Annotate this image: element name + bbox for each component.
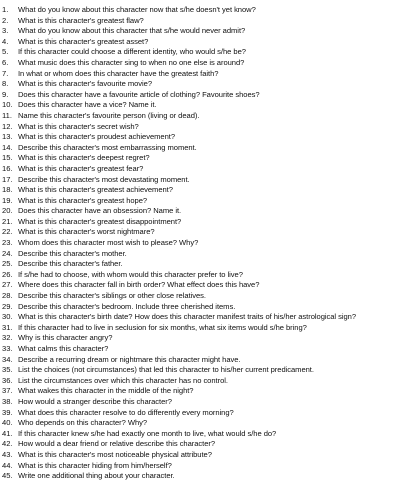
question-item <box>2 217 411 228</box>
question-number: 25. <box>2 259 13 269</box>
question-text: Why is this character angry? <box>18 333 113 343</box>
question-text: Name this character's favourite person (living or dead). <box>18 110 200 120</box>
question-text: What is this character's proudest achievement? <box>18 132 176 142</box>
question-text: How would a stranger describe this character? <box>18 396 172 406</box>
question-number: 32. <box>2 333 13 343</box>
question-number: 21. <box>2 216 13 226</box>
question-item <box>2 175 411 186</box>
question-item <box>2 47 411 58</box>
question-text: Whom does this character most wish to please? Why? <box>18 238 199 248</box>
question-text: Does this character have a favourite article of clothing? Favourite shoes? <box>18 89 260 99</box>
question-number: 20. <box>2 206 13 216</box>
question-number: 43. <box>2 449 13 459</box>
question-number: 4. <box>2 36 9 46</box>
question-number: 5. <box>2 47 9 57</box>
question-number: 31. <box>2 322 13 332</box>
question-text: What is this character's birth date? How does this character manifest traits of his/her astrological sign? <box>18 312 357 322</box>
question-text: Describe this character's most devastating moment. <box>18 174 190 184</box>
question-number: 26. <box>2 269 13 279</box>
question-text: What is this character's greatest asset? <box>18 36 149 46</box>
question-item <box>2 259 411 270</box>
question-number: 33. <box>2 344 13 353</box>
question-number: 12. <box>2 121 13 131</box>
question-text: Write one additional thing about your character. <box>18 471 175 481</box>
question-text: Where does this character fall in birth order? What effect does this have? <box>18 280 260 290</box>
question-item <box>2 69 411 80</box>
question-item <box>2 397 411 408</box>
question-item <box>2 196 411 207</box>
question-text: List the choices (not circumstances) that led this character to his/her current predicament. <box>18 365 314 375</box>
question-text: If this character knew s/he had exactly one month to live, what would s/he do? <box>18 428 277 438</box>
question-document <box>2 5 411 482</box>
question-item <box>2 312 411 323</box>
question-text: What music does this character sing to when no one else is around? <box>18 57 245 67</box>
question-text: Describe this character's most embarrassing moment. <box>18 142 197 152</box>
question-text: Describe this character's bedroom. Include three cherished items. <box>18 301 236 311</box>
question-number: 36. <box>2 375 13 385</box>
question-item <box>2 333 411 344</box>
question-item <box>2 238 411 249</box>
question-number: 44. <box>2 460 13 470</box>
question-text: Describe this character's siblings or other close relatives. <box>18 291 206 301</box>
question-item <box>2 5 411 16</box>
question-number: 39. <box>2 407 13 417</box>
question-item <box>2 111 411 122</box>
question-text: What is this character's deepest regret? <box>18 153 150 163</box>
question-item <box>2 227 411 238</box>
question-text: In what or whom does this character have the greatest faith? <box>18 68 219 78</box>
question-number: 15. <box>2 153 13 163</box>
question-text: If this character could choose a different identity, who would s/he be? <box>18 47 246 57</box>
question-text: What is this character's greatest achievement? <box>18 185 173 195</box>
question-number: 6. <box>2 57 9 67</box>
question-text: What calms this character? <box>18 344 109 353</box>
question-number: 24. <box>2 248 13 258</box>
question-list <box>2 5 411 482</box>
question-number: 17. <box>2 174 13 184</box>
question-text: What is this character's greatest flaw? <box>18 15 144 25</box>
question-text: Describe this character's father. <box>18 259 123 269</box>
question-text: What is this character's greatest hope? <box>18 195 148 205</box>
question-number: 42. <box>2 439 13 449</box>
question-number: 11. <box>2 110 12 120</box>
question-item <box>2 122 411 133</box>
question-number: 8. <box>2 79 9 89</box>
question-text: What wakes this character in the middle of the night? <box>18 386 194 396</box>
question-number: 34. <box>2 354 13 364</box>
question-item <box>2 376 411 387</box>
question-text: How would a dear friend or relative describe this character? <box>18 439 216 449</box>
question-item <box>2 429 411 440</box>
question-number: 30. <box>2 312 13 322</box>
question-text: What is this character's most noticeable physical attribute? <box>18 449 212 459</box>
question-item <box>2 471 411 482</box>
question-text: Who depends on this character? Why? <box>18 418 148 428</box>
question-number: 19. <box>2 195 13 205</box>
question-item <box>2 26 411 37</box>
question-text: What is this character hiding from him/herself? <box>18 460 172 470</box>
question-item <box>2 16 411 27</box>
question-item <box>2 37 411 48</box>
question-number: 10. <box>2 100 13 110</box>
question-item <box>2 418 411 429</box>
question-number: 18. <box>2 185 13 195</box>
question-number: 14. <box>2 142 13 152</box>
question-text: What do you know about this character now that s/he doesn't yet know? <box>18 5 256 14</box>
question-text: Describe a recurring dream or nightmare this character might have. <box>18 354 241 364</box>
question-item <box>2 143 411 154</box>
question-number: 22. <box>2 227 13 237</box>
question-item <box>2 58 411 69</box>
question-number: 23. <box>2 238 13 248</box>
question-item <box>2 79 411 90</box>
question-item <box>2 450 411 461</box>
question-text: If s/he had to choose, with whom would this character prefer to live? <box>18 269 243 279</box>
question-item <box>2 206 411 217</box>
question-number: 38. <box>2 396 13 406</box>
question-number: 40. <box>2 418 13 428</box>
question-text: What is this character's favourite movie? <box>18 79 153 89</box>
question-number: 41. <box>2 428 13 438</box>
question-number: 45. <box>2 471 13 481</box>
question-text: What do you know about this character that s/he would never admit? <box>18 26 246 36</box>
question-item <box>2 132 411 143</box>
question-text: What is this character's greatest fear? <box>18 163 144 173</box>
question-text: What is this character's worst nightmare? <box>18 227 155 237</box>
question-item <box>2 164 411 175</box>
question-number: 7. <box>2 68 9 78</box>
question-item <box>2 153 411 164</box>
question-number: 35. <box>2 365 13 375</box>
question-item <box>2 439 411 450</box>
question-text: What is this character's secret wish? <box>18 121 139 131</box>
question-item <box>2 461 411 472</box>
question-number: 16. <box>2 163 13 173</box>
question-text: What is this character's greatest disappointment? <box>18 216 182 226</box>
question-item <box>2 291 411 302</box>
question-number: 2. <box>2 15 9 25</box>
question-item <box>2 100 411 111</box>
question-item <box>2 249 411 260</box>
question-text: If this character had to live in seclusion for six months, what six items would s/he bring? <box>18 322 307 332</box>
question-item <box>2 323 411 334</box>
question-item <box>2 386 411 397</box>
question-text: List the circumstances over which this character has no control. <box>18 375 228 385</box>
question-number: 3. <box>2 26 9 36</box>
question-number: 13. <box>2 132 13 142</box>
question-number: 9. <box>2 89 9 99</box>
question-item <box>2 90 411 101</box>
question-item <box>2 280 411 291</box>
question-item <box>2 344 411 355</box>
question-text: Does this character have an obsession? Name it. <box>18 206 182 216</box>
question-number: 37. <box>2 386 13 396</box>
question-item <box>2 185 411 196</box>
question-number: 27. <box>2 280 13 290</box>
question-text: Does this character have a vice? Name it. <box>18 100 157 110</box>
question-item <box>2 408 411 419</box>
question-item <box>2 302 411 313</box>
question-item <box>2 355 411 366</box>
question-text: What does this character resolve to do differently every morning? <box>18 407 234 417</box>
question-number: 1. <box>2 5 9 14</box>
question-item <box>2 270 411 281</box>
question-item <box>2 365 411 376</box>
question-text: Describe this character's mother. <box>18 248 127 258</box>
question-number: 29. <box>2 301 13 311</box>
question-number: 28. <box>2 291 13 301</box>
